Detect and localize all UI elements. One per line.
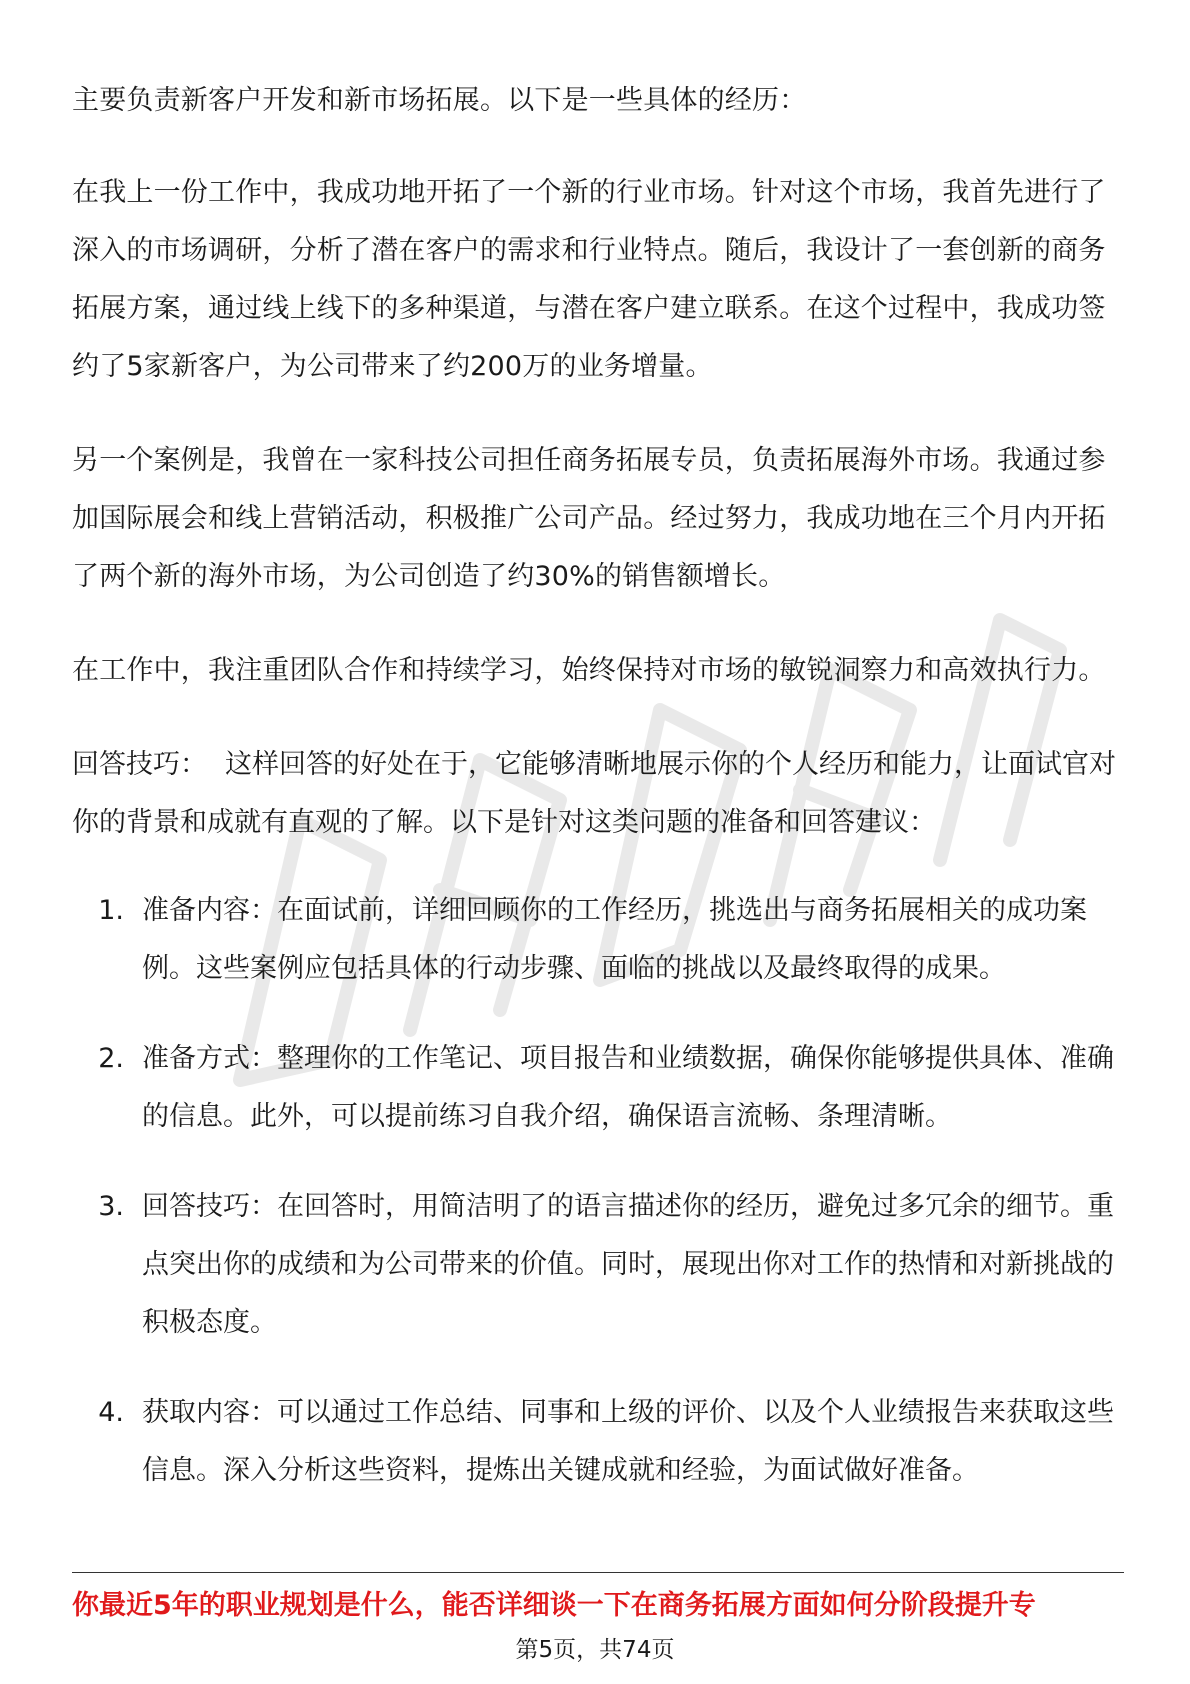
advice-text: 回答技巧：在回答时，用简洁明了的语言描述你的经历，避免过多冗余的细节。重点突出你的成绩和为公司带来的价值。同时，展现出你对工作的热情和对新挑战的积极态度。: [142, 1191, 1114, 1338]
answer-tips-label: 回答技巧：: [72, 749, 207, 780]
intro-paragraph: 主要负责新客户开发和新市场拓展。以下是一些具体的经历：: [72, 85, 807, 116]
experience-paragraph-1: 在我上一份工作中，我成功地开拓了一个新的行业市场。针对这个市场，我首先进行了深入的市场调研，分析了潜在客户的需求和行业特点。随后，我设计了一套创新的商务拓展方案，通过线上线下的多种渠道，与潜在客户建立联系。在这个过程中，我成功签约了5家新客户，为公司带来了约200万的业务增量。: [72, 177, 1106, 382]
next-question-heading: 你最近5年的职业规划是什么，能否详细谈一下在商务拓展方面如何分阶段提升专: [72, 1590, 1036, 1621]
advice-number: 4.: [98, 1397, 124, 1428]
advice-text: 准备方式：整理你的工作笔记、项目报告和业绩数据，确保你能够提供具体、准确的信息。此外，可以提前练习自我介绍，确保语言流畅、条理清晰。: [142, 1043, 1114, 1132]
advice-item: [72, 1384, 1124, 1500]
advice-number: 3.: [98, 1191, 124, 1222]
experience-paragraph-3: 在工作中，我注重团队合作和持续学习，始终保持对市场的敏锐洞察力和高效执行力。: [72, 655, 1106, 686]
advice-number: 1.: [98, 895, 124, 926]
advice-item: [72, 1178, 1124, 1352]
section-divider: [72, 1572, 1124, 1573]
main-content: [72, 72, 1124, 1532]
advice-list: [72, 882, 1124, 1500]
advice-item: [72, 882, 1124, 998]
answer-tips-text: 这样回答的好处在于，它能够清晰地展示你的个人经历和能力，让面试官对你的背景和成就有直观的了解。以下是针对这类问题的准备和回答建议：: [72, 749, 1116, 838]
page-number-footer: 第5页，共74页: [515, 1637, 675, 1663]
advice-text: 获取内容：可以通过工作总结、同事和上级的评价、以及个人业绩报告来获取这些信息。深入分析这些资料，提炼出关键成就和经验，为面试做好准备。: [142, 1397, 1114, 1486]
answer-tips-paragraph: [72, 736, 1124, 852]
advice-number: 2.: [98, 1043, 124, 1074]
experience-paragraph-2: 另一个案例是，我曾在一家科技公司担任商务拓展专员，负责拓展海外市场。我通过参加国际展会和线上营销活动，积极推广公司产品。经过努力，我成功地在三个月内开拓了两个新的海外市场，为公司创造了约30%的销售额增长。: [72, 445, 1106, 592]
advice-item: [72, 1030, 1124, 1146]
advice-text: 准备内容：在面试前，详细回顾你的工作经历，挑选出与商务拓展相关的成功案例。这些案例应包括具体的行动步骤、面临的挑战以及最终取得的成果。: [142, 895, 1087, 984]
